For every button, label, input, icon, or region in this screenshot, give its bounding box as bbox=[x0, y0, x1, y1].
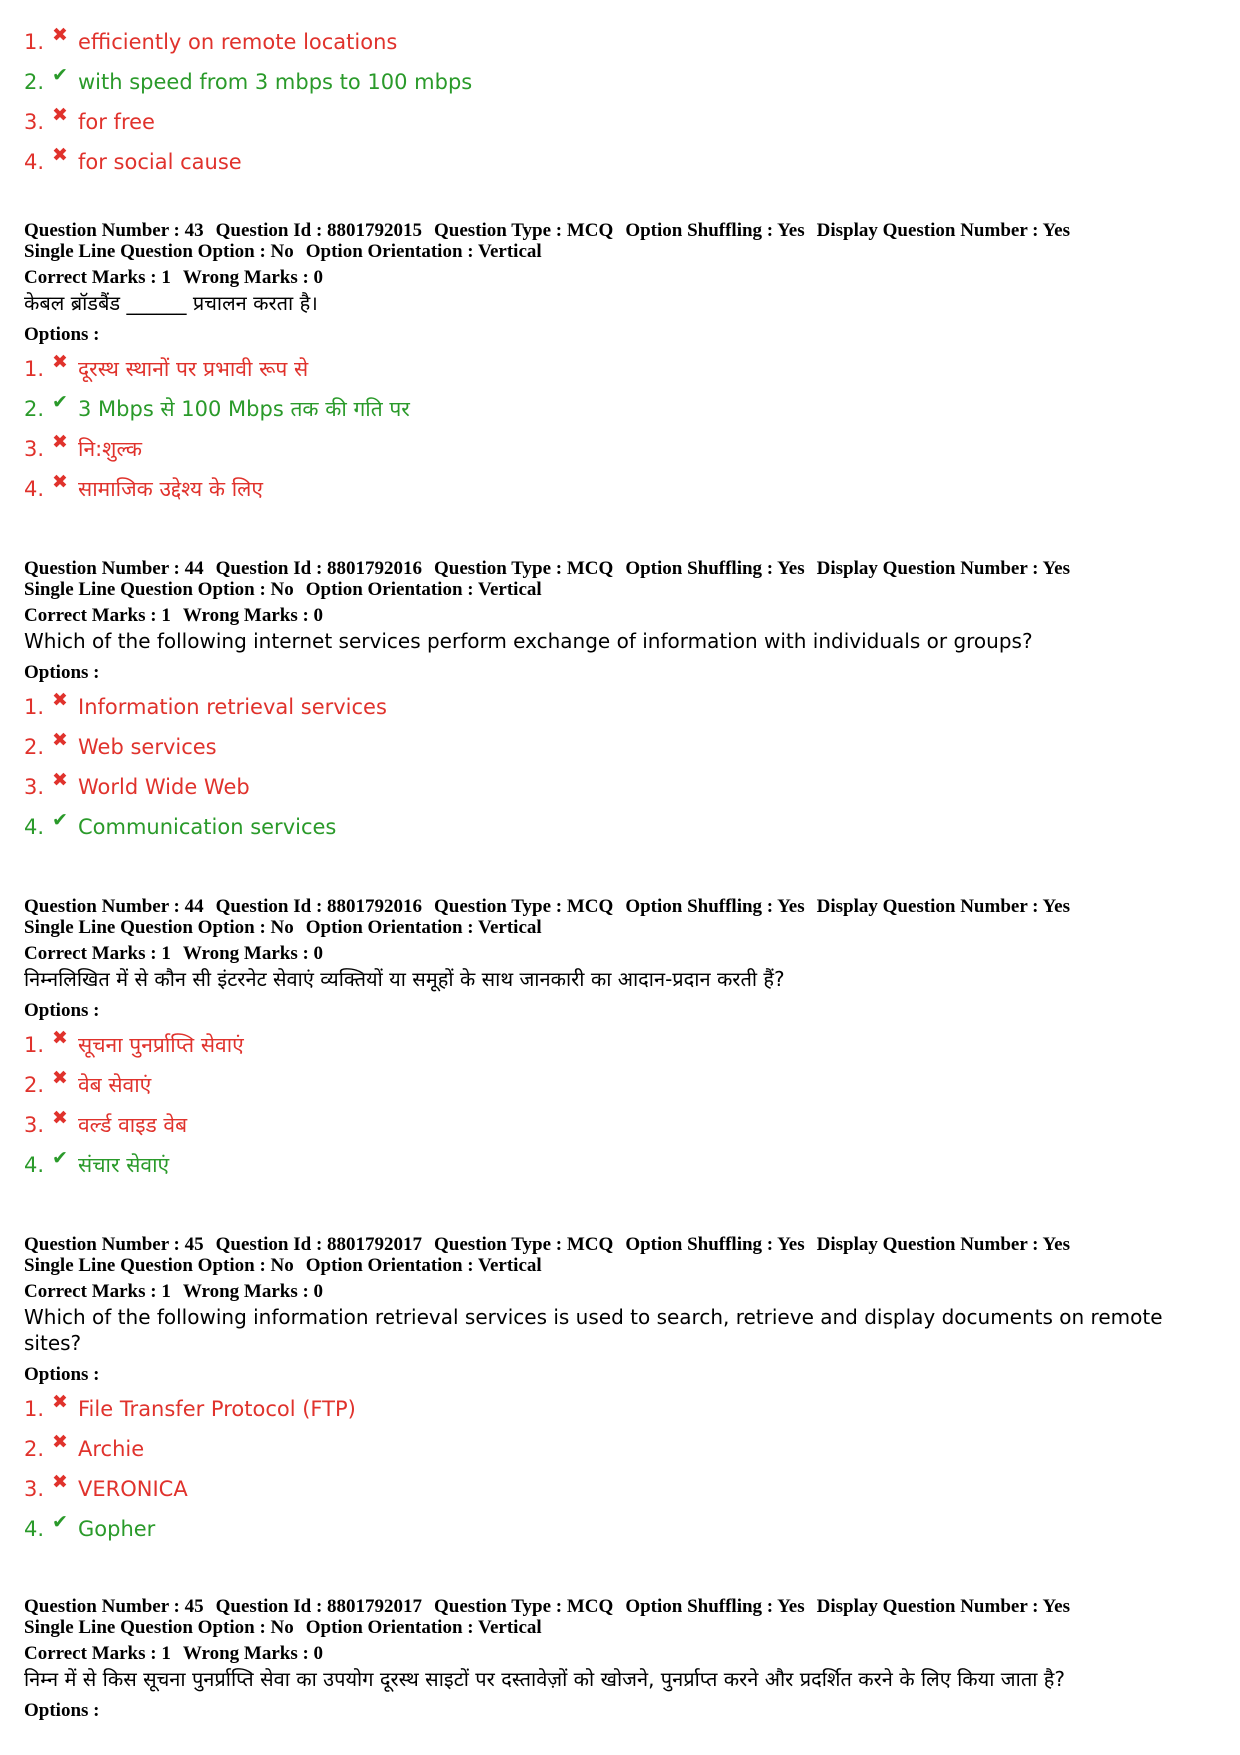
options-list bbox=[24, 1025, 1214, 1185]
wrong-mark-icon: ✖ bbox=[52, 471, 68, 493]
wrong-mark-icon: ✖ bbox=[52, 1027, 68, 1049]
options-label: Options : bbox=[24, 1364, 100, 1385]
wrong-mark-icon: ✖ bbox=[52, 351, 68, 373]
question-meta: Question Number : 44 Question Id : 8801792016 Question Type : MCQ Option Shuffling : Yes Display Question Number : Yes bbox=[24, 896, 1070, 917]
question-marks: Correct Marks : 1 Wrong Marks : 0 bbox=[24, 943, 324, 964]
option: 1. ✖ File Transfer Protocol (FTP) bbox=[24, 1391, 356, 1421]
question-meta-line2: Single Line Question Option : No Option Orientation : Vertical bbox=[24, 917, 542, 938]
check-mark-icon: ✔ bbox=[52, 391, 68, 413]
option: 2. ✖ Archie bbox=[24, 1431, 145, 1461]
wrong-mark-icon: ✖ bbox=[52, 1067, 68, 1089]
question-block bbox=[24, 220, 1214, 509]
question-block bbox=[24, 896, 1214, 1185]
options-label: Options : bbox=[24, 1700, 100, 1721]
option: 3. ✖ नि:शुल्क bbox=[24, 431, 143, 461]
option: 1. ✖ efficiently on remote locations bbox=[24, 24, 398, 54]
options-label: Options : bbox=[24, 324, 100, 345]
wrong-mark-icon: ✖ bbox=[52, 104, 68, 126]
wrong-mark-icon: ✖ bbox=[52, 1107, 68, 1129]
option: 2. ✖ Web services bbox=[24, 729, 217, 759]
wrong-mark-icon: ✖ bbox=[52, 1431, 68, 1453]
question-text: निम्नलिखित में से कौन सी इंटरनेट सेवाएं व्यक्तियों या समूहों के साथ जानकारी का आदान-प्रदान करती हैं? bbox=[24, 967, 785, 991]
question-marks: Correct Marks : 1 Wrong Marks : 0 bbox=[24, 605, 324, 626]
option: 2. ✔ 3 Mbps से 100 Mbps तक की गति पर bbox=[24, 391, 410, 421]
question-marks: Correct Marks : 1 Wrong Marks : 0 bbox=[24, 267, 324, 288]
wrong-mark-icon: ✖ bbox=[52, 24, 68, 46]
question-marks: Correct Marks : 1 Wrong Marks : 0 bbox=[24, 1643, 324, 1664]
question-meta: Question Number : 45 Question Id : 8801792017 Question Type : MCQ Option Shuffling : Yes Display Question Number : Yes bbox=[24, 1596, 1070, 1617]
option: 2. ✔ with speed from 3 mbps to 100 mbps bbox=[24, 64, 473, 94]
question-text: केबल ब्रॉडबैंड ______ प्रचालन करता है। bbox=[24, 291, 318, 315]
options-label: Options : bbox=[24, 662, 100, 683]
option: 2. ✖ वेब सेवाएं bbox=[24, 1067, 152, 1097]
option: 3. ✖ for free bbox=[24, 104, 155, 134]
wrong-mark-icon: ✖ bbox=[52, 769, 68, 791]
wrong-mark-icon: ✖ bbox=[52, 144, 68, 166]
wrong-mark-icon: ✖ bbox=[52, 689, 68, 711]
option: 1. ✖ सूचना पुनर्प्राप्ति सेवाएं bbox=[24, 1027, 244, 1057]
option: 4. ✔ Gopher bbox=[24, 1511, 156, 1541]
wrong-mark-icon: ✖ bbox=[52, 1471, 68, 1493]
question-block bbox=[24, 558, 1214, 847]
question-block bbox=[24, 1234, 1214, 1549]
question-meta: Question Number : 43 Question Id : 8801792015 Question Type : MCQ Option Shuffling : Yes Display Question Number : Yes bbox=[24, 220, 1070, 241]
question-meta-line2: Single Line Question Option : No Option Orientation : Vertical bbox=[24, 241, 542, 262]
option: 1. ✖ दूरस्थ स्थानों पर प्रभावी रूप से bbox=[24, 351, 309, 381]
check-mark-icon: ✔ bbox=[52, 1511, 68, 1533]
option: 4. ✖ for social cause bbox=[24, 144, 242, 174]
option: 4. ✖ सामाजिक उद्देश्य के लिए bbox=[24, 471, 264, 501]
options-list bbox=[24, 687, 1214, 847]
question-meta-line2: Single Line Question Option : No Option Orientation : Vertical bbox=[24, 1255, 542, 1276]
option: 3. ✖ World Wide Web bbox=[24, 769, 250, 799]
wrong-mark-icon: ✖ bbox=[52, 1391, 68, 1413]
option: 4. ✔ Communication services bbox=[24, 809, 337, 839]
option: 3. ✖ वर्ल्ड वाइड वेब bbox=[24, 1107, 188, 1137]
options-label: Options : bbox=[24, 1000, 100, 1021]
question-text: Which of the following internet services perform exchange of information with individuals or groups? bbox=[24, 629, 1033, 653]
options-list bbox=[24, 1389, 1214, 1549]
check-mark-icon: ✔ bbox=[52, 809, 68, 831]
check-mark-icon: ✔ bbox=[52, 64, 68, 86]
option: 1. ✖ Information retrieval services bbox=[24, 689, 387, 719]
check-mark-icon: ✔ bbox=[52, 1147, 68, 1169]
question-text: Which of the following information retrieval services is used to search, retrieve and display documents on remote sites? bbox=[24, 1305, 1163, 1355]
option: 4. ✔ संचार सेवाएं bbox=[24, 1147, 170, 1177]
question-meta: Question Number : 44 Question Id : 8801792016 Question Type : MCQ Option Shuffling : Yes Display Question Number : Yes bbox=[24, 558, 1070, 579]
question-block bbox=[24, 1596, 1214, 1721]
question-meta-line2: Single Line Question Option : No Option Orientation : Vertical bbox=[24, 579, 542, 600]
question-meta-line2: Single Line Question Option : No Option Orientation : Vertical bbox=[24, 1617, 542, 1638]
options-list bbox=[24, 349, 1214, 509]
question-marks: Correct Marks : 1 Wrong Marks : 0 bbox=[24, 1281, 324, 1302]
prev-options-list bbox=[24, 22, 472, 182]
wrong-mark-icon: ✖ bbox=[52, 431, 68, 453]
question-meta: Question Number : 45 Question Id : 8801792017 Question Type : MCQ Option Shuffling : Yes Display Question Number : Yes bbox=[24, 1234, 1070, 1255]
wrong-mark-icon: ✖ bbox=[52, 729, 68, 751]
question-text: निम्न में से किस सूचना पुनर्प्राप्ति सेवा का उपयोग दूरस्थ साइटों पर दस्तावेज़ों को खोजने, पुनर्प्राप्त करने और प्रदर्शित करने के लिए किया जाता है? bbox=[24, 1667, 1065, 1691]
option: 3. ✖ VERONICA bbox=[24, 1471, 188, 1501]
